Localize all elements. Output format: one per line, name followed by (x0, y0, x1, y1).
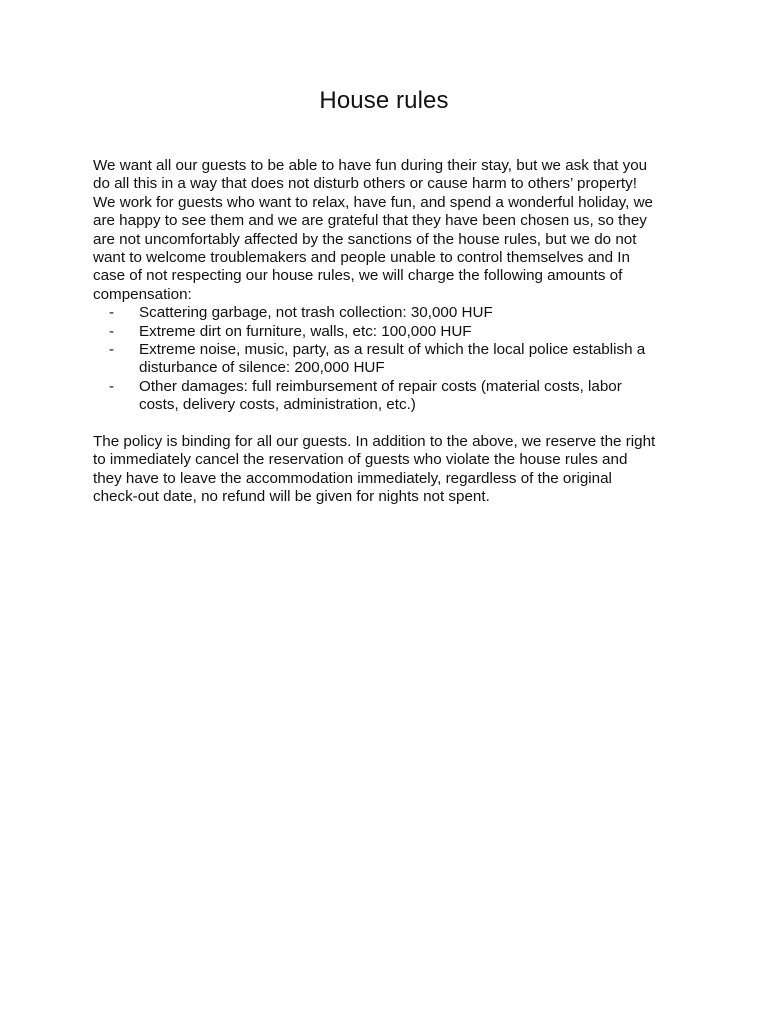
intro-line: want to welcome troublemakers and people unable to control themselves and In (93, 249, 630, 267)
list-item-line: Scattering garbage, not trash collection: 30,000 HUF (139, 304, 493, 322)
list-item (93, 341, 693, 378)
dash-bullet: - (109, 322, 115, 340)
policy-line: they have to leave the accommodation immediately, regardless of the original (93, 469, 612, 487)
list-item-line: Extreme noise, music, party, as a result of which the local police establish a (139, 341, 646, 359)
intro-line: are not uncomfortably affected by the sanctions of the house rules, but we do not (93, 230, 637, 248)
list-item (93, 304, 693, 322)
list-item-line: disturbance of silence: 200,000 HUF (139, 359, 385, 377)
intro-line: case of not respecting our house rules, we will charge the following amounts of (93, 267, 623, 285)
intro-line: are happy to see them and we are grateful that they have been chosen us, so they (93, 212, 647, 230)
policy-line: The policy is binding for all our guests. In addition to the above, we reserve the right (93, 432, 656, 450)
list-item-line: Other damages: full reimbursement of repair costs (material costs, labor (139, 377, 622, 395)
document-body (93, 157, 693, 506)
intro-line: do all this in a way that does not disturb others or cause harm to others’ property! (93, 175, 637, 193)
policy-line: check-out date, no refund will be given for nights not spent. (93, 487, 490, 505)
dash-bullet: - (109, 304, 115, 322)
policy-paragraph (93, 433, 693, 507)
intro-line: compensation: (93, 285, 192, 303)
dash-bullet: - (109, 377, 115, 395)
list-item-line: Extreme dirt on furniture, walls, etc: 100,000 HUF (139, 322, 472, 340)
list-item (93, 378, 693, 415)
compensation-list (93, 304, 693, 414)
intro-line: We work for guests who want to relax, have fun, and spend a wonderful holiday, we (93, 193, 654, 211)
list-item-line: costs, delivery costs, administration, etc.) (139, 396, 416, 414)
list-item (93, 323, 693, 341)
policy-line: to immediately cancel the reservation of guests who violate the house rules and (93, 451, 628, 469)
intro-paragraph (93, 157, 693, 304)
dash-bullet: - (109, 341, 115, 359)
paragraph-gap (93, 415, 693, 433)
page-title: House rules (319, 87, 449, 114)
intro-line: We want all our guests to be able to have fun during their stay, but we ask that you (93, 157, 648, 174)
